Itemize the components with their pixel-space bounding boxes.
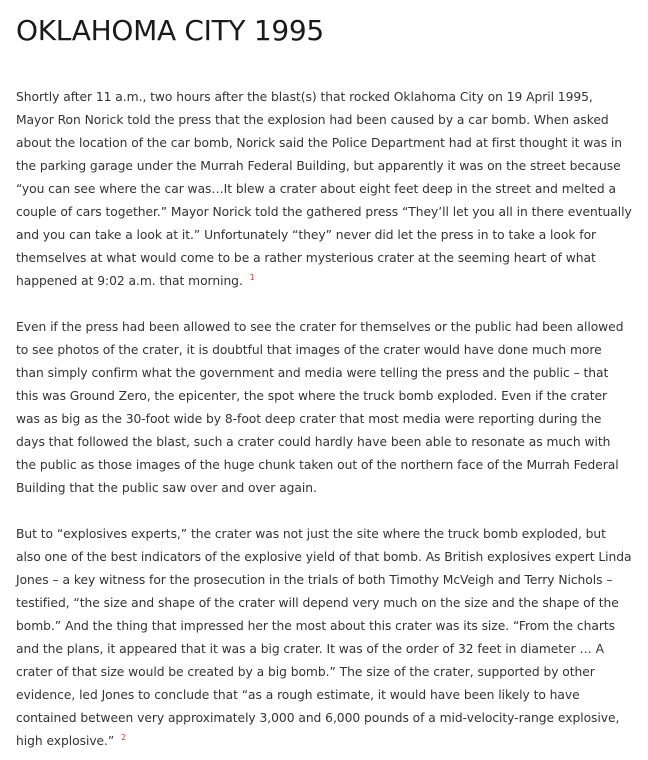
footnote-ref-1[interactable]: 1 — [249, 272, 255, 282]
page-title: OKLAHOMA CITY 1995 — [16, 14, 324, 47]
paragraph-1 — [16, 86, 632, 293]
paragraph-3-text: But to “explosives experts,” the crater was not just the site where the truck bomb exploded, but also one of the best indicators of the explosive yield of that bomb. As British explosives expert Linda Jones – a key witness for the prosecution in the trials of both Timothy McVeigh and Terry Nichols – testified, “the size and shape of the crater will depend very much on the size and the shape of the bomb.” And the thing that impressed her the most about this crater was its size. “From the charts and the plans, it appeared that it was a big crater. It was of the order of 32 feet in diameter … A crater of that size would be created by a big bomb.” The size of the crater, supported by other evidence, led Jones to conclude that “as a rough estimate, it would have been likely to have contained between very approximately 3,000 and 6,000 pounds of a mid-velocity-range explosive, high explosive.” — [16, 527, 632, 748]
paragraph-1-text: Shortly after 11 a.m., two hours after the blast(s) that rocked Oklahoma City on 19 April 1995, Mayor Ron Norick told the press that the explosion had been caused by a car bomb. When asked about the location of the car bomb, Norick said the Police Department had at first thought it was in the parking garage under the Murrah Federal Building, but apparently it was on the street because “you can see where the car was…It blew a crater about eight feet deep in the street and melted a couple of cars together.” Mayor Norick told the gathered press “They’ll let you all in there eventually and you can take a look at it.” Unfortunately “they” never did let the press in to take a look for themselves at what would come to be a rather mysterious crater at the seeming heart of what happened at 9:02 a.m. that morning. — [16, 90, 632, 288]
footnote-ref-2[interactable]: 2 — [121, 732, 127, 742]
article — [16, 12, 632, 753]
paragraph-2 — [16, 316, 632, 500]
paragraph-2-text: Even if the press had been allowed to see the crater for themselves or the public had been allowed to see photos of the crater, it is doubtful that images of the crater would have done much more than simply confirm what the government and media were telling the press and the public – that this was Ground Zero, the epicenter, the spot where the truck bomb exploded. Even if the crater was as big as the 30-foot wide by 8-foot deep crater that most media were reporting during the days that followed the blast, such a crater could hardly have been able to resonate as much with the public as those images of the huge chunk taken out of the northern face of the Murrah Federal Building that the public saw over and over again. — [16, 320, 624, 495]
paragraph-3 — [16, 523, 632, 753]
